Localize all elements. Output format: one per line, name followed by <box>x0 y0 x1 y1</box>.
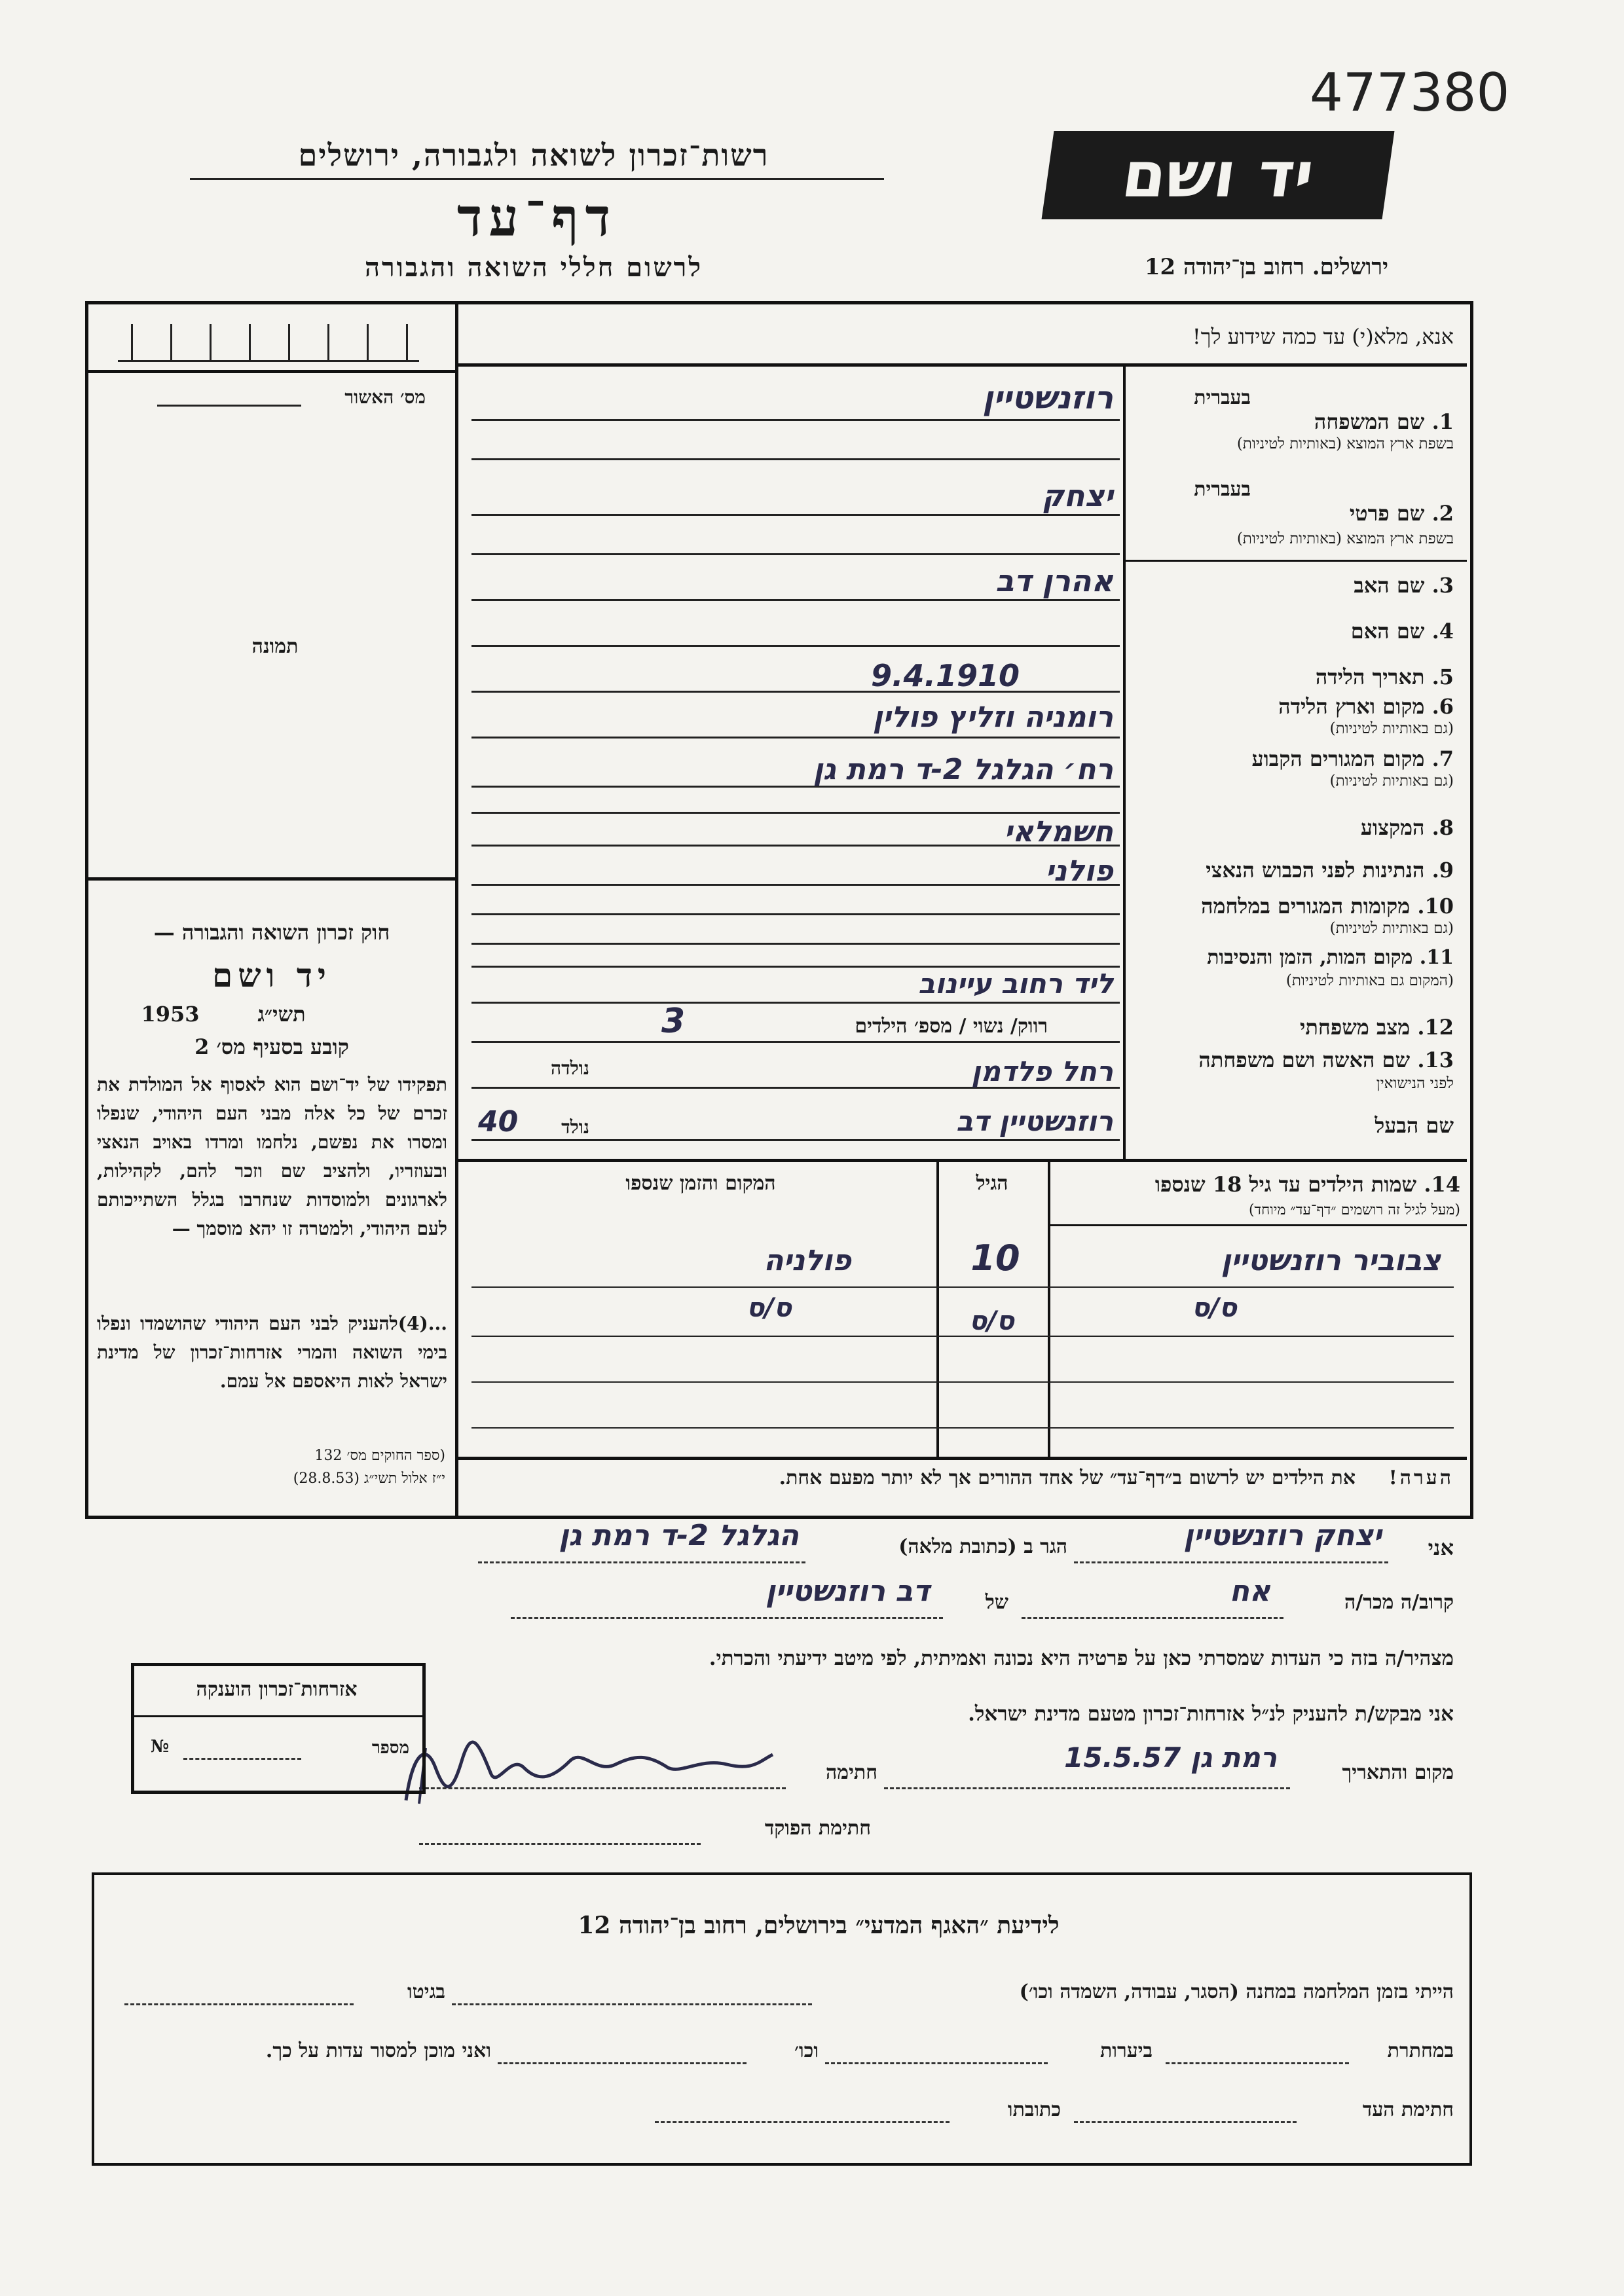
field11-value[interactable]: ליד רחוב עיינוב <box>918 968 1113 1000</box>
children-header-names: 14. שמות הילדים עד גיל 18 שנספו <box>1154 1172 1460 1197</box>
field13-value[interactable]: רחל פלדמן <box>971 1055 1113 1087</box>
footer-line1-b: בגיטו <box>407 1980 445 2003</box>
decl-place-date-line <box>884 1787 1290 1789</box>
field1-line-he <box>471 419 1120 421</box>
yad-vashem-logo <box>1042 131 1395 219</box>
footer-title: לידיעת ״האגף המדעי״ בירושלים, רחוב בן־יהודה 12 <box>578 1912 1060 1939</box>
note-top-rule <box>458 1457 1467 1460</box>
field13-sub: לפני הנישואין <box>1376 1075 1454 1092</box>
decl-officer-line <box>419 1843 701 1845</box>
address: ירושלים. רחוב בן־יהודה 12 <box>1144 254 1388 280</box>
decl-relation[interactable]: אח <box>1229 1575 1270 1608</box>
field10-line-2 <box>471 943 1120 945</box>
citizenship-box <box>131 1663 426 1794</box>
decl-statement: מצהיר/ה בזה כי העדות שמסרתי כאן על פרטיה היא נכונה ואמיתית, לפי מיטב ידיעתי והכרתי. <box>709 1647 1454 1670</box>
field11-sub: (המקום גם באותיות לטיניות) <box>1285 972 1454 989</box>
field12-line <box>471 1041 1120 1043</box>
field6-label: 6. מקום וארץ הלידה <box>1278 694 1454 719</box>
law-text-2: ...(4)להעניק לבני העם היהודי שהושמדו ונפלו בימי השואה והמרי אזרחות־זכרון של מדינת ישראל לאות היאספם אל עמם. <box>97 1313 447 1392</box>
field2-line-he <box>471 514 1120 516</box>
citizenship-number-label: מספר <box>371 1738 409 1758</box>
decl-name-line <box>1074 1561 1388 1563</box>
decl-of-label: של <box>985 1591 1008 1614</box>
law-ref-1: (ספר החוקים מס׳ 132 <box>314 1448 445 1464</box>
footer-camp-line <box>452 2003 812 2005</box>
logo-text: יד ושם <box>1117 138 1319 211</box>
decl-place-date[interactable]: רמת גן 15.5.57 <box>1064 1741 1277 1774</box>
child-row-line-3 <box>471 1381 1454 1383</box>
children-top-rule <box>458 1159 1467 1162</box>
child2-place-ditto[interactable]: ס/ס <box>747 1293 792 1323</box>
child2-name-ditto[interactable]: ס/ס <box>1192 1293 1237 1323</box>
footer-line1-a: הייתי בזמן המלחמה במחנה (הסגר, עבודה, השמדה וכו׳) <box>1019 1980 1454 2003</box>
form-title: דף־עד <box>456 187 618 248</box>
citizenship-title: אזרחות־זכרון הוענקה <box>196 1678 358 1701</box>
field6-line <box>471 737 1120 738</box>
field4-line <box>471 645 1120 647</box>
husband-value[interactable]: רוזנשטיין דב <box>956 1105 1113 1137</box>
child-row-line-4 <box>471 1427 1454 1429</box>
child-row-line-1 <box>471 1286 1454 1288</box>
law-year: 1953 <box>141 1002 200 1027</box>
footer-ghetto-line <box>124 2003 354 2005</box>
footer-line3-b: כתובתו <box>1007 2098 1061 2121</box>
footer-line2-c: וכו׳ <box>794 2039 819 2062</box>
label-column-divider <box>1123 367 1126 1162</box>
citizenship-no-label: № <box>151 1737 170 1757</box>
field12-options: רווק/ נשוי / מספ׳ הילדים <box>855 1015 1048 1038</box>
field7-line-2 <box>471 812 1120 814</box>
children-header-rule <box>1048 1224 1467 1226</box>
field8-label: 8. המקצוע <box>1360 815 1454 840</box>
field3-label: 3. שם האב <box>1354 573 1454 598</box>
footer-line2-b: ביערות <box>1099 2039 1153 2062</box>
footer-address-line <box>655 2121 950 2123</box>
children-col-age <box>1048 1159 1050 1457</box>
field2-line-lat <box>471 553 1120 555</box>
authority-title: רשות־זכרון לשואה ולגבורה, ירושלים <box>298 137 769 173</box>
field2-lang: בעברית <box>1194 478 1251 501</box>
child-row-line-2 <box>471 1336 1454 1337</box>
note-text: את הילדים יש לרשום ב״דף־עד״ של אחד ההורים אך לא יותר מפעם אחת. <box>779 1467 1356 1489</box>
child1-place[interactable]: פולניה <box>764 1244 851 1277</box>
field12-value[interactable]: 3 <box>661 1002 686 1041</box>
law-title: חוק זכרון השואה והגבורה — <box>153 920 390 945</box>
child1-name[interactable]: צבוביר רוזנשטיין <box>1221 1244 1441 1277</box>
decl-relation-line <box>1022 1617 1283 1619</box>
field1-label: 1. שם המשפחה <box>1314 409 1454 434</box>
children-header-sub: (מעל לגיל זה רושמים ״דף־עד״ מיוחד) <box>1248 1202 1460 1218</box>
decl-place-date-label: מקום והתאריך <box>1342 1761 1454 1784</box>
field1-value[interactable]: רוזנשטיין <box>982 380 1113 416</box>
sidebar-photo-rule <box>85 877 458 881</box>
field5-label: 5. תאריך הלידה <box>1315 665 1454 689</box>
husband-label: שם הבעל <box>1375 1113 1454 1138</box>
field7-sub: (גם באותיות לטיניות) <box>1329 773 1454 790</box>
field5-value[interactable]: 9.4.1910 <box>871 658 1020 693</box>
law-year-heb: תשי״ג <box>257 1002 306 1027</box>
form-subtitle: לרשום חללי השואה והגבורה <box>364 252 703 283</box>
header-rule <box>190 178 884 180</box>
field1-line-lat <box>471 458 1120 460</box>
field3-line <box>471 599 1120 601</box>
law-text: תפקידו של יד־ושם הוא לאסוף אל המולדת את זכרם של כל אלה מבני העם היהודי, שנפלו ומסרו את נפשם, נלחמו ומרדו באויב הנאצי ובעוזריו, ולהציב שם וזכר להם, לקהילות, לארגונים ולמוסדות שנחרבו בגלל השתייכותם לעם היהודי, ולמטרה זו יהא מוסמך — <box>97 1074 447 1239</box>
decl-of-line <box>511 1617 943 1619</box>
sidebar-divider <box>455 301 458 1516</box>
field8-value[interactable]: חשמלאי <box>1004 815 1113 848</box>
footer-line2-d: ואני מוכן למסור עדות על כך. <box>265 2039 491 2062</box>
approval-line <box>157 405 301 407</box>
decl-signature-label: חתימה <box>826 1761 877 1784</box>
archive-number: 477380 <box>1310 62 1510 123</box>
field2-value[interactable]: יצחק <box>1041 478 1113 513</box>
footer-line3-a: חתימת העד <box>1362 2098 1454 2121</box>
field1-sub: בשפת ארץ המוצא (באותיות לטיניות) <box>1236 435 1454 452</box>
husband-line <box>471 1139 1120 1141</box>
instruction: אנא, מלא(י) עד כמה שידוע לך! <box>1192 324 1454 349</box>
sidebar-top-rule <box>85 370 458 373</box>
footer-forests-line <box>825 2062 1048 2064</box>
field1-lang: בעברית <box>1194 386 1251 409</box>
field3-value[interactable]: אהרן דב <box>995 563 1113 598</box>
footer-witness-sig-line <box>1074 2121 1297 2123</box>
children-col-place <box>936 1159 939 1457</box>
instruction-rule <box>458 363 1467 367</box>
children-header-age: הגיל <box>976 1172 1008 1195</box>
decl-of[interactable]: דב רוזנשטיין <box>765 1575 930 1608</box>
signature-image <box>399 1728 779 1807</box>
field6-value[interactable]: רומניה וזליץ פולין <box>872 701 1113 734</box>
field10-sub: (גם באותיות לטיניות) <box>1329 920 1454 937</box>
field2-label: 2. שם פרטי <box>1349 501 1454 526</box>
decl-address-line <box>478 1561 805 1563</box>
field7-label: 7. מקום המגורים הקבוע <box>1251 746 1454 771</box>
decl-address[interactable]: הגלגל 2-ד רמת גן <box>559 1519 799 1552</box>
footer-etc-line <box>498 2062 747 2064</box>
decl-relation-label: קרוב/ה מכר/ה <box>1344 1591 1454 1614</box>
field9-value[interactable]: פולני <box>1045 854 1113 888</box>
law-name: יד ושם <box>212 956 331 994</box>
field7-value[interactable]: רח׳ הגלגל 2-ד רמת גן <box>813 753 1113 786</box>
note-label: הערה! <box>1388 1467 1454 1489</box>
decl-resides-label: הגר ב (כתובת מלאה) <box>898 1535 1067 1558</box>
decl-name[interactable]: יצחק רוזנשטיין <box>1183 1519 1382 1552</box>
barcode-boxes <box>118 324 419 362</box>
field11-label: 11. מקום המות, הזמן והנסיבות <box>1207 946 1454 969</box>
field2-sub: בשפת ארץ המוצא (באותיות לטיניות) <box>1236 530 1454 547</box>
field10-label: 10. מקומות המגורים במלחמה <box>1201 894 1454 919</box>
husband-born-label: נולד <box>561 1116 589 1138</box>
field10-line <box>471 913 1120 915</box>
decl-officer-label: חתימת הפוקד <box>764 1817 871 1840</box>
child1-age[interactable]: 10 <box>970 1237 1020 1279</box>
field11-line-2 <box>471 1002 1120 1004</box>
decl-request: אני מבקש/ת להעניק לנ״ל אזרחות־זכרון מטעם מדינת ישראל. <box>968 1702 1454 1726</box>
child2-age-ditto[interactable]: ס/ס <box>969 1306 1014 1336</box>
field12-label: 12. מצב משפחתי <box>1300 1015 1454 1040</box>
field13-born-label: נולדה <box>551 1057 589 1079</box>
field2-rule <box>1123 560 1467 562</box>
approval-label: מס׳ האשור <box>344 386 426 408</box>
law-ref-2: י״ז אלול תשי״ג (28.8.53) <box>293 1470 445 1487</box>
field4-label: 4. שם האם <box>1350 619 1454 644</box>
decl-i-label: אני <box>1428 1535 1454 1560</box>
children-header-place: המקום והזמן שנספו <box>625 1172 776 1195</box>
footer-line2-a: במחתרת <box>1387 2039 1454 2062</box>
photo-label: תמונה <box>251 635 299 658</box>
field13-label: 13. שם האשה ושם משפחתה <box>1198 1048 1454 1072</box>
field6-sub: (גם באותיות לטיניות) <box>1329 720 1454 737</box>
field9-label: 9. הנתינות לפני הכבוש הנאצי <box>1206 858 1454 883</box>
law-clause: קובע בסעיף מס׳ 2 <box>194 1034 349 1059</box>
husband-born-value[interactable]: 40 <box>478 1105 519 1139</box>
footer-underground-line <box>1166 2062 1349 2064</box>
